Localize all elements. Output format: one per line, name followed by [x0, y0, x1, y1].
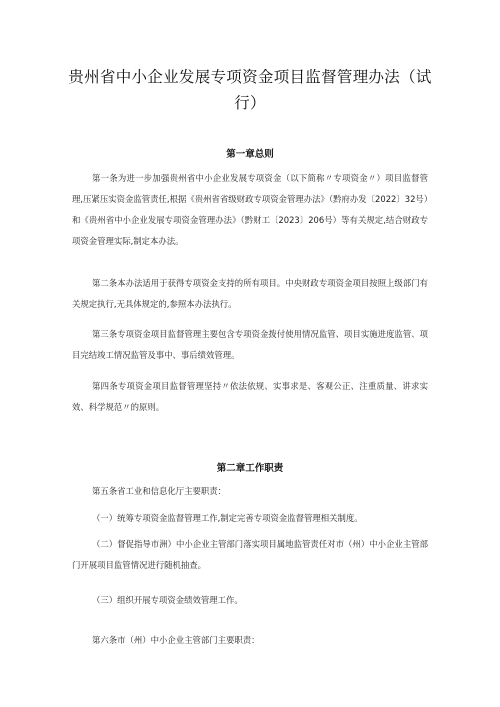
- article-6-paragraph: 第六条市（州）中小企业主管部门主要职责：: [92, 635, 260, 645]
- article-4-paragraph: 第四条专项资金项目监督管理坚持〃依法依规、实事求是、客观公正、注重质量、讲求实效、科学规范〃的原则。: [72, 381, 428, 412]
- article-5-paragraph: 第五条省工业和信息化厅主要职责：: [92, 486, 226, 496]
- article-5-item-3: （三）组织开展专项资金绩效管理工作。: [92, 595, 243, 605]
- article-5-item-1: （一）统筹专项资金监督管理工作,制定完善专项资金监督管理相关制度。: [92, 513, 363, 523]
- chapter-1-heading: 第一章总则: [226, 149, 274, 160]
- document-title: 贵州省中小企业发展专项资金项目监督管理办法（试行）: [68, 68, 432, 112]
- article-5-item-2: （二）督促指导市洲）中小企业主管部门落实项目属地监管责任对市（州）中小企业主管部门开展项目监管情况进行随机抽查。: [72, 539, 428, 570]
- chapter-2-heading: 第二章工作职责: [216, 463, 284, 474]
- article-2-paragraph: 第二条本办法适用于获得专项资金支持的所有项目。中央财政专项资金项目按照上级部门有关规定执行,无具体规定的,参照本办法执行。: [72, 278, 428, 309]
- article-1-paragraph: 第一条为进一步加强贵州省中小企业发展专项资金（以下简称〃专项资金〃）项目监督管理,压紧压实资金监管责任,根据《贵州省省级财政专项资金管理办法》（黔府办发〔2022〕32号）和《贵州省中小企业发展专项资金管理办法》（黔财工〔2023〕206号）等有关规定,结合财政专项资金管理实际,制定本办法。: [72, 173, 428, 246]
- article-3-paragraph: 第三条专项资金项目监督管理主要包含专项资金拨付使用情况监管、项目实施进度监管、项目完结竣工情况监管及事中、事后绩效管理。: [72, 329, 428, 360]
